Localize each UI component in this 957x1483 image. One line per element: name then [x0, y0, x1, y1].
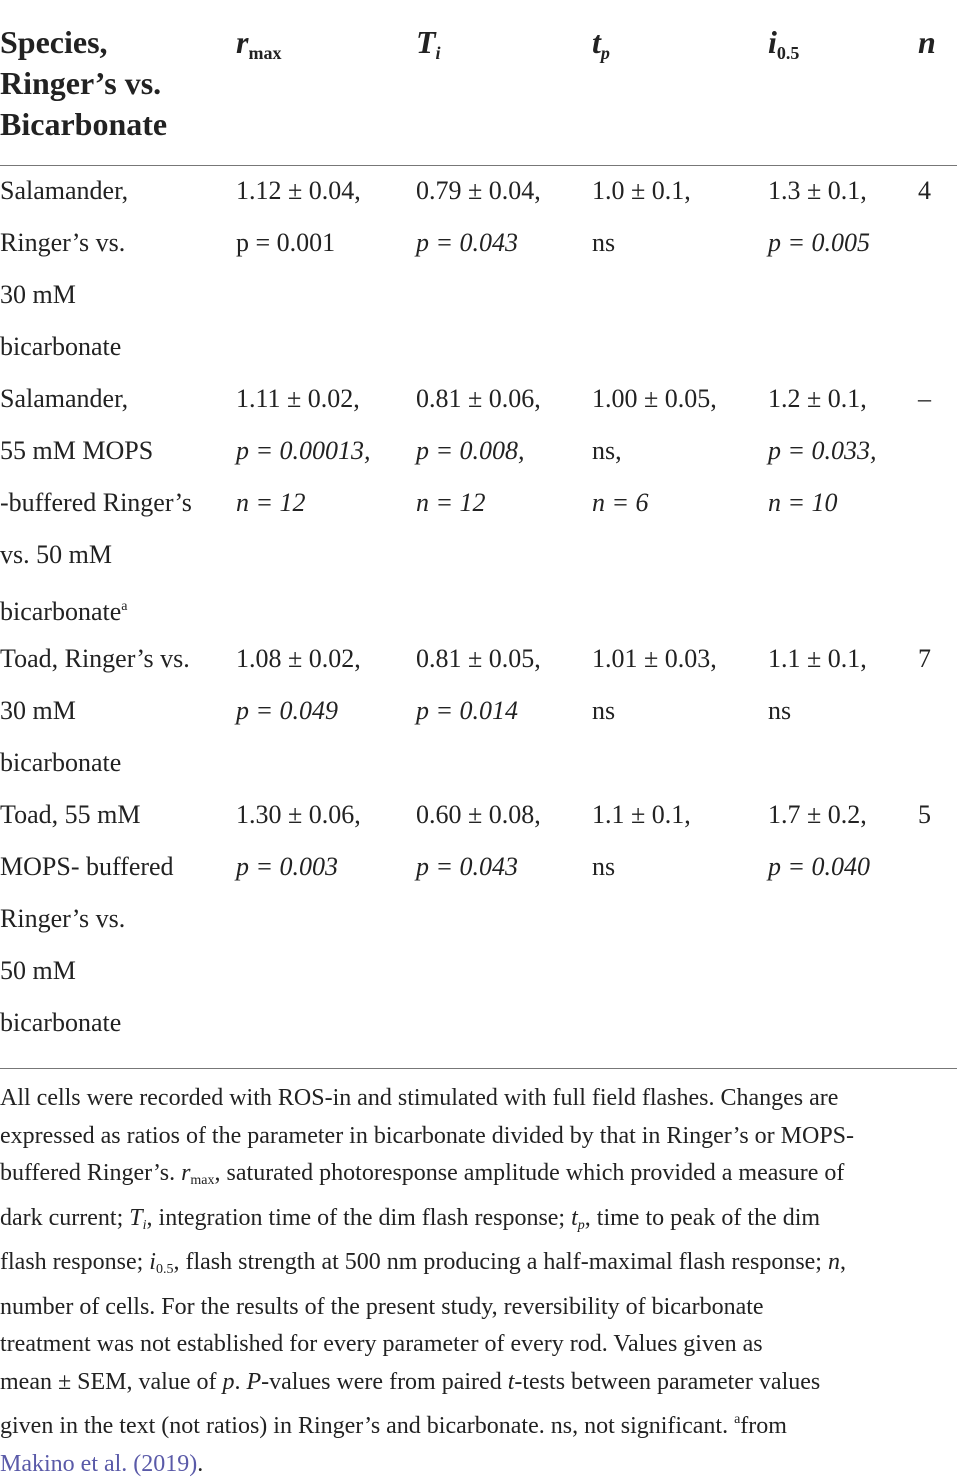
citation-link[interactable]: Makino et al. (2019): [0, 1450, 198, 1477]
header-ti: $T_i$: [416, 24, 441, 63]
rmax-cell: 1.12 ± 0.04, p = 0.001: [236, 176, 361, 257]
n-cell: 7: [918, 644, 931, 673]
table-footnote: All cells were recorded with ROS-in and stimulated with full field flashes. Changes are expressed as ratios of the parameter in bicarbonate divided by that in Ringer’s or MOPS- buffered Ringer’s. $r_{max}$, saturated photoresponse amplitude which provided a measure of dark current; $T_i$, integration time of the dim flash response; $t_p$, time to peak of the dim flash response; $i_{0.5}$, flash strength at 500 nm producing a half-maximal flash response; n, number of cells. For the results of the present study, reversibility of bicarbonate treatment was not established for every parameter of every rod. Values given as mean ± SEM, value of p. P-values were from paired t-tests between parameter values given in the text (not ratios) in Ringer’s and bicarbonate. ns, not significant. $^a$from Makino et al. (2019).: [0, 1085, 855, 1477]
n-cell: –: [918, 384, 931, 413]
table-header: [0, 0, 957, 166]
header-species: Species, Ringer’s vs. Bicarbonate: [0, 24, 168, 142]
rmax-cell: 1.30 ± 0.06, p = 0.003: [236, 800, 361, 881]
rmax-cell: 1.08 ± 0.02, p = 0.049: [236, 644, 361, 725]
header-rmax: $r_{max}$: [236, 24, 282, 63]
ti-cell: 0.81 ± 0.05, p = 0.014: [416, 644, 541, 725]
tp-cell: 1.0 ± 0.1, ns: [592, 176, 691, 257]
bottom-rule: [0, 1068, 957, 1069]
header-n: n: [918, 24, 936, 60]
ti-cell: 0.81 ± 0.06, p = 0.008, n = 12: [416, 384, 541, 517]
n-cell: 5: [918, 800, 931, 829]
i05-cell: 1.1 ± 0.1, ns: [768, 644, 867, 725]
species-cell: Salamander, Ringer’s vs. 30 mM bicarbonate: [0, 176, 129, 361]
rmax-cell: 1.11 ± 0.02, p = 0.00013, n = 12: [236, 384, 371, 517]
footnote-marker: a: [121, 599, 128, 614]
tp-cell: 1.1 ± 0.1, ns: [592, 800, 691, 881]
ti-cell: 0.79 ± 0.04, p = 0.043: [416, 176, 541, 257]
n-cell: 4: [918, 176, 931, 205]
header-i05: $i_{0.5}$: [768, 24, 800, 63]
species-cell: Toad, Ringer’s vs. 30 mM bicarbonate: [0, 644, 190, 777]
i05-cell: 1.7 ± 0.2, p = 0.040: [768, 800, 871, 881]
header-tp: $t_p$: [592, 24, 610, 63]
species-cell: Salamander, 55 mM MOPS -buffered Ringer’s vs. 50 mM bicarbonate$^a$: [0, 384, 192, 626]
ti-cell: 0.60 ± 0.08, p = 0.043: [416, 800, 541, 881]
tp-cell: 1.01 ± 0.03, ns: [592, 644, 717, 725]
tp-cell: 1.00 ± 0.05, ns, n = 6: [592, 384, 717, 517]
i05-cell: 1.2 ± 0.1, p = 0.033, n = 10: [768, 384, 877, 517]
i05-cell: 1.3 ± 0.1, p = 0.005: [768, 176, 871, 257]
species-cell: Toad, 55 mM MOPS- buffered Ringer’s vs. 50 mM bicarbonate: [0, 800, 174, 1037]
